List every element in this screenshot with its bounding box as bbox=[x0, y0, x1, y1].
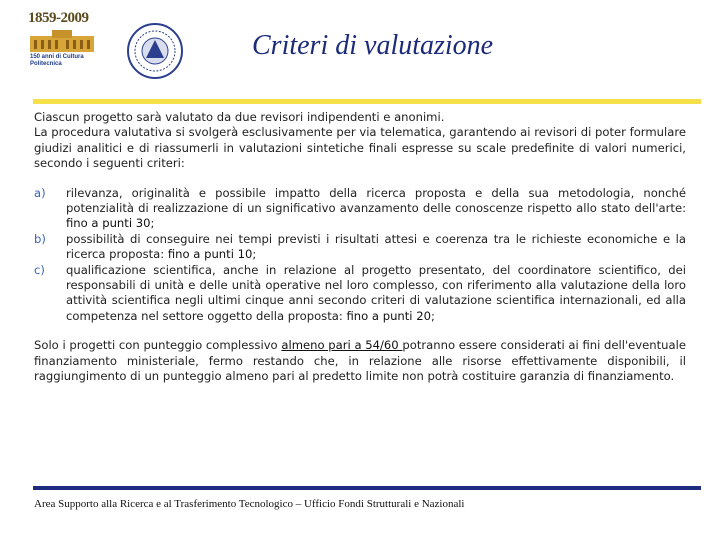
footer-divider bbox=[33, 486, 701, 490]
header-divider bbox=[33, 99, 701, 104]
criterion-end: ; bbox=[252, 247, 257, 262]
spacer bbox=[34, 324, 686, 338]
criterion-item bbox=[34, 263, 686, 325]
criterion-text: qualificazione scientifica, anche in relazione al progetto presentato, del coordinatore scientifico, dei responsabili di unità e delle unità operative nel loro complesso, con riferimento alla valutazione della loro attività scientifica negli ultimi cinque anni secondo criteri di valutazione scientifica internazionali, ed alla competenza nel settore oggetto della proposta: bbox=[66, 262, 686, 323]
criterion-item bbox=[34, 232, 686, 263]
criterion-marker: b) bbox=[34, 231, 46, 246]
anniversary-logo bbox=[28, 10, 168, 72]
logo-years: 1859-2009 bbox=[28, 10, 89, 26]
criterion-score: fino a punti 30 bbox=[66, 216, 151, 231]
spacer bbox=[34, 172, 686, 186]
logo-caption-line1: 150 anni di Cultura bbox=[30, 54, 84, 60]
criterion-end: ; bbox=[430, 308, 435, 323]
criterion-end: ; bbox=[150, 216, 155, 231]
logo-caption bbox=[30, 54, 84, 68]
university-seal-icon bbox=[126, 22, 184, 80]
criterion-score: fino a punti 20 bbox=[346, 308, 431, 323]
closing-paragraph bbox=[34, 338, 686, 384]
criterion-score: fino a punti 10 bbox=[167, 247, 253, 262]
building-icon bbox=[30, 30, 94, 52]
closing-threshold: almeno pari a 54/60 bbox=[281, 338, 403, 353]
intro-line-2: La procedura valutativa si svolgerà esclusivamente per via telematica, garantendo ai revisori di poter formulare giudizi analitici e di riassumerli in valutazioni sintetiche finali espresse su scale predefinite di valori numerici, secondo i seguenti criteri: bbox=[34, 125, 686, 171]
criterion-text: rilevanza, originalità e possibile impatto della ricerca proposta e della sua metodologia, nonché potenzialità di realizzazione di un significativo avanzamento delle conoscenze rispetto allo stato dell'arte: bbox=[66, 185, 686, 216]
logo-caption-line2: Politecnica bbox=[30, 61, 62, 67]
closing-after: potranno essere considerati ai fini dell'eventuale finanziamento ministeriale, fermo restando che, in relazione alle risorse effettivamente disponibili, il raggiungimento di un punteggio almeno pari al predetto limite non potrà costituire garanzia di finanziamento. bbox=[34, 338, 686, 384]
criterion-item bbox=[34, 186, 686, 232]
criterion-text: possibilità di conseguire nei tempi previsti i risultati attesi e coerenza tra le richieste economiche e la ricerca proposta: bbox=[66, 231, 686, 262]
page-title: Criteri di valutazione bbox=[252, 30, 494, 61]
criterion-marker: c) bbox=[34, 262, 45, 277]
intro-line-1: Ciascun progetto sarà valutato da due revisori indipendenti e anonimi. bbox=[34, 110, 445, 124]
footer-text: Area Supporto alla Ricerca e al Trasferimento Tecnologico – Ufficio Fondi Strutturali e Nazionali bbox=[34, 498, 465, 510]
criteria-list bbox=[34, 186, 686, 325]
criterion-marker: a) bbox=[34, 185, 46, 200]
document-body bbox=[34, 110, 686, 385]
closing-before: Solo i progetti con punteggio complessivo bbox=[34, 338, 282, 353]
